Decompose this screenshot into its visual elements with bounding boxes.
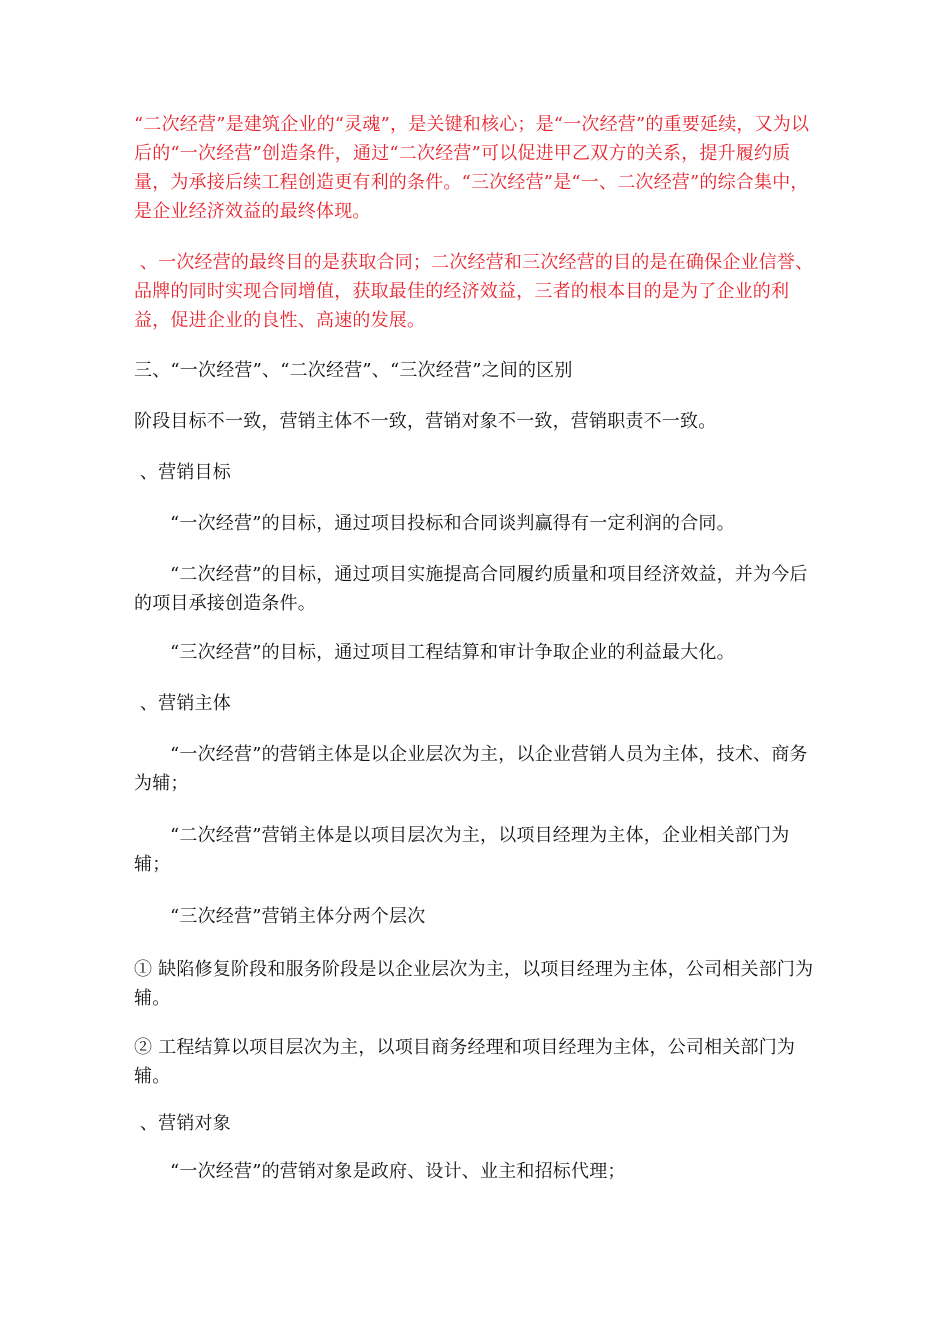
paragraph-second-operation-goal: “二次经营”的目标，通过项目实施提高合同履约质量和项目经济效益，并为今后的项目承接创造条件。 — [134, 564, 808, 614]
paragraph-third-operation-goal: “三次经营”的目标，通过项目工程结算和审计争取企业的利益最大化。 — [170, 642, 735, 663]
section-heading-differences: 三、“一次经营”、“二次经营”、“三次经营”之间的区别 — [134, 360, 573, 381]
paragraph-operation-goals: 、一次经营的最终目的是获取合同；二次经营和三次经营的目的是在确保企业信誉、品牌的同时实现合同增值，获取最佳的经济效益，三者的根本目的是为了企业的利益，促进企业的良性、高速的发展。 — [134, 252, 814, 331]
paragraph-first-operation-target: “一次经营”的营销对象是政府、设计、业主和招标代理； — [170, 1161, 626, 1182]
paragraph-second-operation-subject: “二次经营”营销主体是以项目层次为主，以项目经理为主体，企业相关部门为辅； — [134, 825, 790, 875]
paragraph-second-operation-soul: “二次经营”是建筑企业的“灵魂”，是关键和核心；是“一次经营”的重要延续，又为以后的“一次经营”创造条件，通过“二次经营”可以促进甲乙双方的关系，提升履约质量，为承接后续工程创造更有利的条件。“三次经营”是“一、二次经营”的综合集中，是企业经济效益的最终体现。 — [134, 114, 810, 222]
list-item-project-settlement: ② 工程结算以项目层次为主，以项目商务经理和项目经理为主体，公司相关部门为辅。 — [134, 1037, 796, 1087]
paragraph-first-operation-goal: “一次经营”的目标，通过项目投标和合同谈判赢得有一定利润的合同。 — [170, 513, 735, 534]
subheading-marketing-goals: 、营销目标 — [134, 462, 231, 483]
subheading-marketing-target: 、营销对象 — [134, 1113, 231, 1134]
paragraph-first-operation-subject: “一次经营”的营销主体是以企业层次为主，以企业营销人员为主体，技术、商务为辅； — [134, 744, 808, 794]
paragraph-third-operation-subject: “三次经营”营销主体分两个层次 — [170, 906, 426, 927]
subheading-marketing-subject: 、营销主体 — [134, 693, 231, 714]
list-item-defect-repair: ① 缺陷修复阶段和服务阶段是以企业层次为主，以项目经理为主体，公司相关部门为辅。 — [134, 959, 814, 1009]
paragraph-summary-differences: 阶段目标不一致，营销主体不一致，营销对象不一致，营销职责不一致。 — [134, 411, 717, 432]
